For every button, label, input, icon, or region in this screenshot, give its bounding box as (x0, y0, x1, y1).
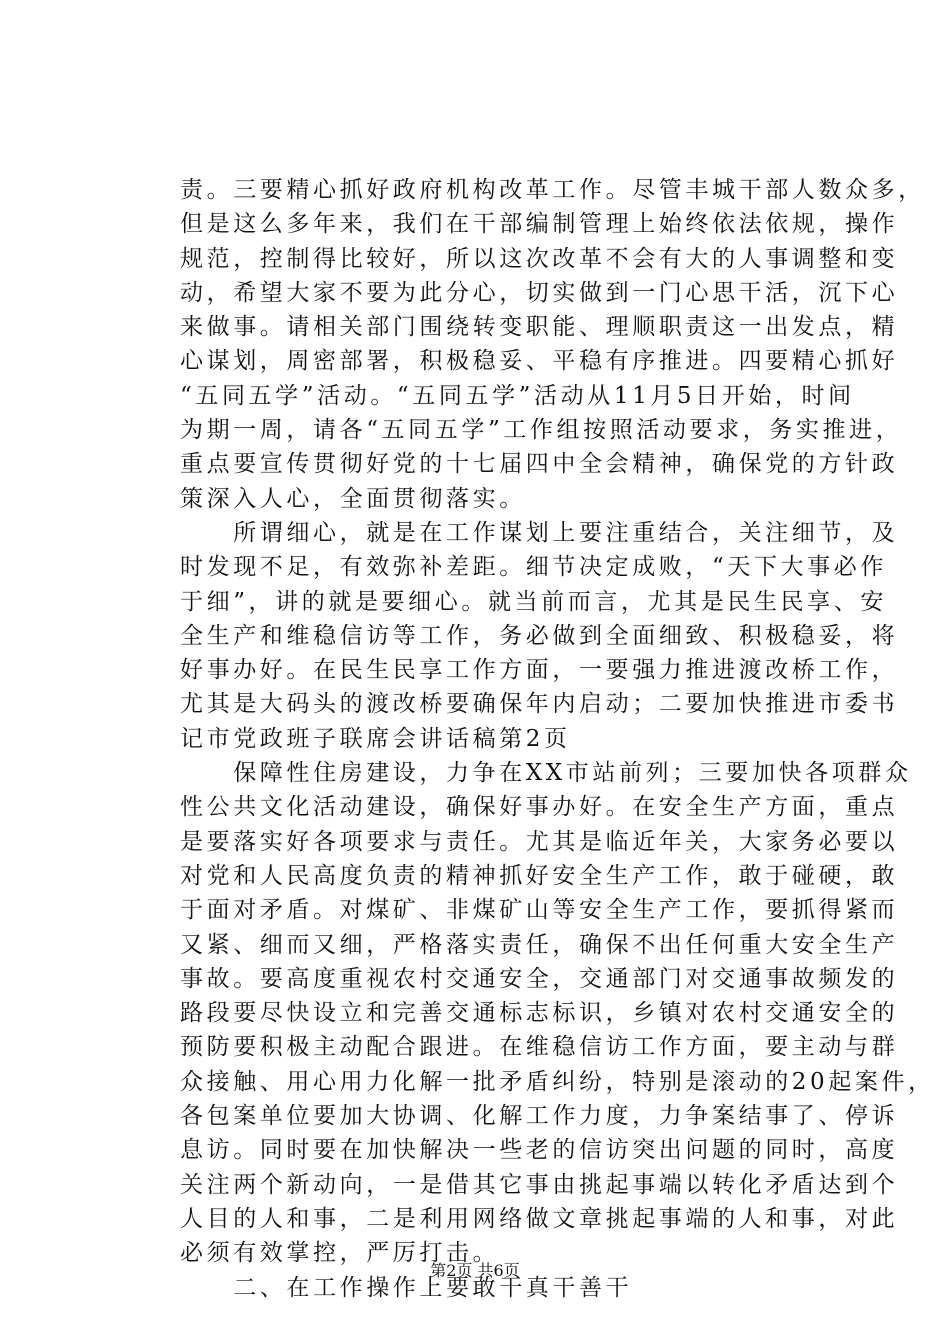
page-footer: 第2页 共6页 (430, 1261, 520, 1280)
text-line: 又紧、细而又细，严格落实责任，确保不出任何重大安全生产 (180, 931, 899, 958)
text-line: 于细”，讲的就是要细心。就当前而言，尤其是民生民享、安 (180, 588, 887, 615)
text-line: 策深入人心，全面贯彻落实。 (180, 485, 526, 512)
text-line: 记市党政班子联席会讲话稿第2页 (180, 725, 571, 752)
text-line: 为期一周，请各“五同五学”工作组按照活动要求，务实推进， (180, 417, 903, 444)
text-line: 众接触、用心用力化解一批矛盾纠纷，特别是滚动的20起案件， (180, 1068, 935, 1095)
text-line: 是要落实好各项要求与责任。尤其是临近年关，大家务必要以 (180, 828, 899, 855)
text-line: 息访。同时要在加快解决一些老的信访突出问题的同时，高度 (180, 1137, 899, 1164)
text-line: 预防要积极主动配合跟进。在维稳信访工作方面，要主动与群 (180, 1034, 899, 1061)
text-line: 各包案单位要加大协调、化解工作力度，力争案结事了、停诉 (180, 1103, 899, 1130)
text-line: 全生产和维稳信访等工作，务必做到全面细致、积极稳妥，将 (180, 622, 899, 649)
text-line: 关注两个新动向，一是借其它事由挑起事端以转化矛盾达到个 (180, 1171, 899, 1198)
text-line: 动，希望大家不要为此分心，切实做到一门心思干活，沉下心 (180, 279, 899, 306)
text-line: 责。三要精心抓好政府机构改革工作。尽管丰城干部人数众多， (180, 177, 925, 203)
text-line: 规范，控制得比较好，所以这次改革不会有大的人事调整和变 (180, 245, 899, 272)
text-line: 来做事。请相关部门围绕转变职能、理顺职责这一出发点，精 (180, 314, 899, 341)
text-line: 保障性住房建设，力争在XX市站前列；三要加快各项群众 (180, 760, 912, 787)
text-line: 心谋划，周密部署，积极稳妥、平稳有序推进。四要精心抓好 (180, 348, 899, 375)
text-line: 但是这么多年来，我们在干部编制管理上始终依法依规，操作 (180, 211, 899, 238)
text-line: 尤其是大码头的渡改桥要确保年内启动；二要加快推进市委书 (180, 691, 899, 718)
text-line: 于面对矛盾。对煤矿、非煤矿山等安全生产工作，要抓得紧而 (180, 897, 899, 924)
text-line: 必须有效掌控，严厉打击。 (180, 1240, 500, 1267)
text-line: 二、在工作操作上要敢干真干善干 (180, 1274, 633, 1301)
text-line: 时发现不足，有效弥补差距。细节决定成败，“天下大事必作 (180, 554, 887, 581)
text-line: 人目的人和事，二是利用网络做文章挑起事端的人和事，对此 (180, 1205, 899, 1232)
text-line: 性公共文化活动建设，确保好事办好。在安全生产方面，重点 (180, 794, 899, 821)
text-line: 重点要宣传贯彻好党的十七届四中全会精神，确保党的方针政 (180, 451, 899, 478)
text-line: 路段要尽快设立和完善交通标志标识，乡镇对农村交通安全的 (180, 1000, 899, 1027)
text-line: “五同五学”活动。“五同五学”活动从11月5日开始，时间 (180, 382, 855, 409)
text-line: 好事办好。在民生民享工作方面，一要强力推进渡改桥工作， (180, 657, 899, 684)
text-line: 事故。要高度重视农村交通安全，交通部门对交通事故频发的 (180, 965, 899, 992)
text-line: 所谓细心，就是在工作谋划上要注重结合，关注细节，及 (180, 519, 899, 546)
body-text (180, 173, 935, 1305)
text-line: 对党和人民高度负责的精神抓好安全生产工作，敢于碰硬，敢 (180, 862, 899, 889)
